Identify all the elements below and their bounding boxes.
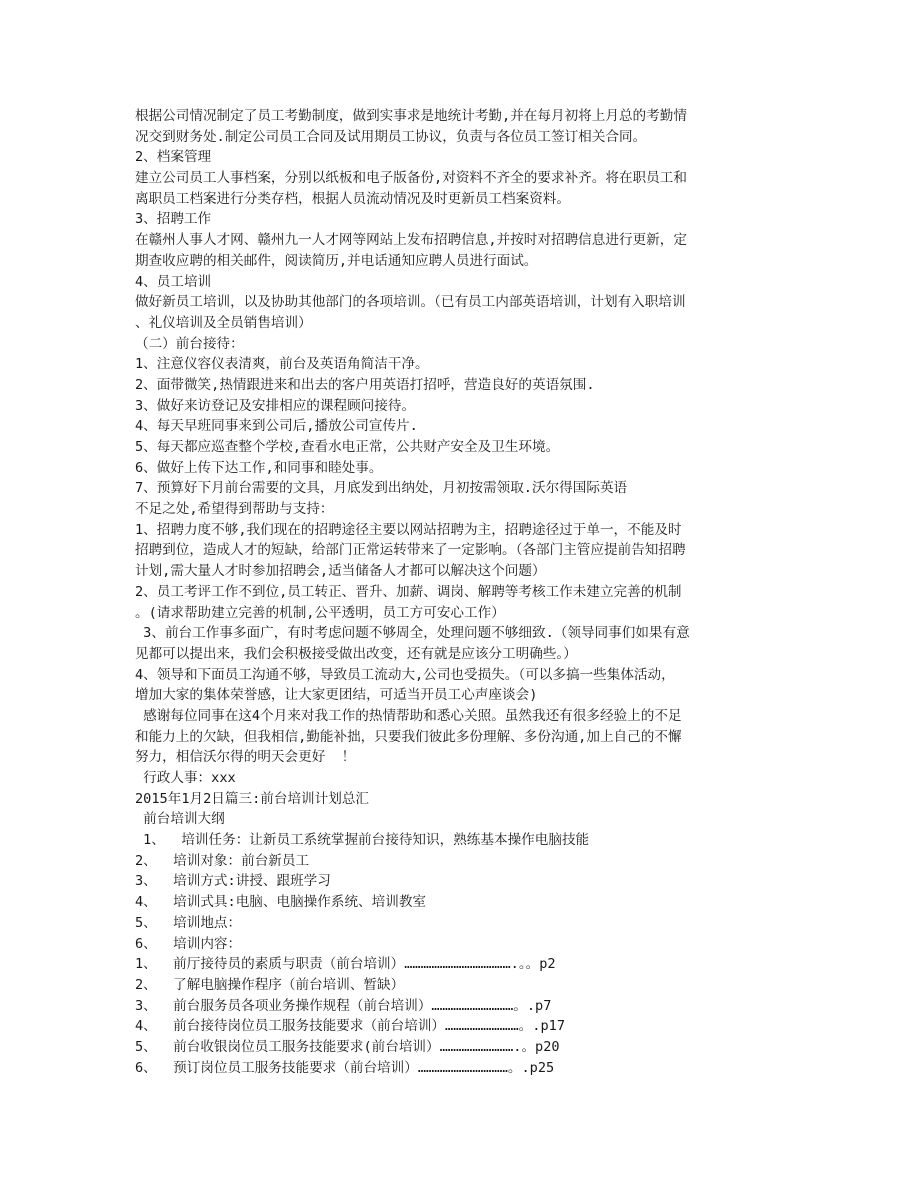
text-line: 增加大家的集体荣誉感，让大家更团结，可适当开员工心声座谈会) xyxy=(135,687,538,704)
text-line: （二）前台接待： xyxy=(135,335,244,352)
text-line: 4、 培训式具:电脑、电脑操作系统、培训教室 xyxy=(135,894,427,911)
text-line: 4、领导和下面员工沟通不够，导致员工流动大,公司也受损失。（可以多搞一些集体活动， xyxy=(135,666,675,683)
text-line: 计划,需大量人才时参加招聘会,适当储备人才都可以解决这个问题） xyxy=(135,563,546,580)
text-line: 行政人事：xxx xyxy=(135,770,236,786)
text-line: 6、 培训内容： xyxy=(135,935,242,952)
text-line: 3、 培训方式:讲授、跟班学习 xyxy=(135,873,331,890)
text-line: 2、员工考评工作不到位,员工转正、晋升、加薪、调岗、解聘等考核工作未建立完善的机制 xyxy=(135,583,682,600)
text-line: 6、 预订岗位员工服务技能要求（前台培训）……………………………。.p25 xyxy=(135,1059,555,1076)
text-line: 1、 培训任务：让新员工系统掌握前台接待知识，熟练基本操作电脑技能 xyxy=(135,832,590,849)
text-line: 况交到财务处.制定公司员工合同及试用期员工协议，负责与各位员工签订相关合同。 xyxy=(135,128,647,145)
text-line: 4、 前台接待岗位员工服务技能要求（前台培训）………………………。.p17 xyxy=(135,1018,566,1035)
text-line: 4、员工培训 xyxy=(135,273,212,290)
text-line: 在赣州人事人才网、赣州九一人才网等网站上发布招聘信息,并按时对招聘信息进行更新，定 xyxy=(135,232,687,249)
text-line: 2、 培训对象：前台新员工 xyxy=(135,852,310,869)
text-line: 1、招聘力度不够,我们现在的招聘途径主要以网站招聘为主，招聘途径过于单一，不能及时 xyxy=(135,521,682,538)
text-line: 前台培训大纲 xyxy=(135,811,225,828)
text-line: 5、每天都应巡查整个学校,查看水电正常，公共财产安全及卫生环境。 xyxy=(135,439,560,455)
text-line: 和能力上的欠缺，但我相信,勤能补拙，只要我们彼此多份理解、多份沟通,加上自己的不懈 xyxy=(135,728,682,745)
text-line: 5、 前台收银岗位员工服务技能要求(前台培训）……………………….。p20 xyxy=(135,1038,560,1055)
text-line: 3、招聘工作 xyxy=(135,211,212,228)
document-body xyxy=(135,106,785,1078)
text-line: 建立公司员工人事档案，分别以纸板和电子版备份,对资料不齐全的要求补齐。将在职员工和 xyxy=(135,170,687,187)
text-line: 感谢每位同事在这4个月来对我工作的热情帮助和悉心关照。虽然我还有很多经验上的不足 xyxy=(135,707,682,724)
text-line: 7、预算好下月前台需要的文具，月底发到出纳处，月初按需领取.沃尔得国际英语 xyxy=(135,480,628,497)
text-line: 6、做好上传下达工作,和同事和睦处事。 xyxy=(135,459,383,476)
text-line: 1、注意仪容仪表清爽，前台及英语角简洁干净。 xyxy=(135,356,429,373)
text-line: 2015年1月2日篇三:前台培训计划总汇 xyxy=(135,790,370,807)
text-line: 2、面带微笑,热情跟进来和出去的客户用英语打招呼，营造良好的英语氛围. xyxy=(135,376,595,393)
text-line: 、礼仪培训及全员销售培训） xyxy=(135,314,312,331)
text-line: 2、档案管理 xyxy=(135,149,212,166)
text-line: 做好新员工培训，以及协助其他部门的各项培训。（已有员工内部英语培训，计划有入职培训 xyxy=(135,294,686,311)
text-line: 2、 了解电脑操作程序（前台培训、暂缺） xyxy=(135,976,405,993)
text-line: 4、每天早班同事来到公司后,播放公司宣传片. xyxy=(135,418,418,435)
text-line: 努力，相信沃尔得的明天会更好 ！ xyxy=(135,749,356,766)
text-line: 招聘到位，造成人才的短缺，给部门正常运转带来了一定影响。（各部门主管应提前告知招聘 xyxy=(135,542,686,559)
text-line: 离职员工档案进行分类存档，根据人员流动情况及时更新员工档案资料。 xyxy=(135,190,570,207)
text-line: 3、做好来访登记及安排相应的课程顾问接待。 xyxy=(135,397,416,414)
text-line: 3、 前台服务员各项业务操作规程（前台培训）…………………………。.p7 xyxy=(135,997,552,1014)
text-line: 1、 前厅接待员的素质与职责（前台培训）………………………………….。。p2 xyxy=(135,956,556,973)
text-line: 根据公司情况制定了员工考勤制度，做到实事求是地统计考勤,并在每月初将上月总的考勤情 xyxy=(135,108,687,124)
text-line: 5、 培训地点： xyxy=(135,914,242,931)
text-line: 。(请求帮助建立完善的机制,公平透明，员工方可安心工作） xyxy=(135,604,505,621)
text-line: 期查收应聘的相关邮件，阅读简历,并电话通知应聘人员进行面试。 xyxy=(135,252,538,269)
text-line: 3、前台工作事多面广，有时考虑问题不够周全，处理问题不够细致.（领导同事们如果有意 xyxy=(135,625,690,642)
text-line: 不足之处,希望得到帮助与支持： xyxy=(135,501,334,518)
text-line: 见都可以提出来，我们会积极接受做出改变，还有就是应该分工明确些。） xyxy=(135,645,577,662)
